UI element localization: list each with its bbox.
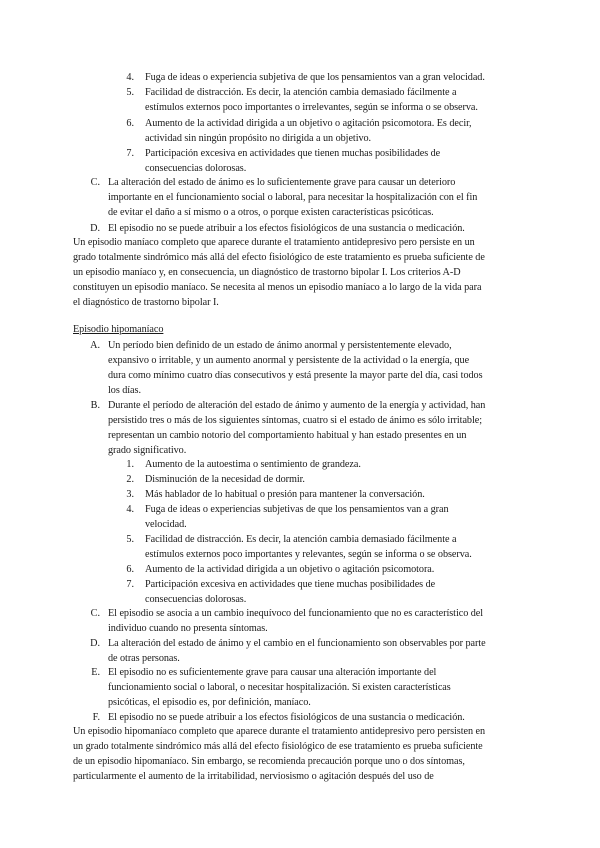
criterion-letter: C. bbox=[90, 177, 100, 188]
paragraph-line: Un episodio hipomaníaco completo que aparece durante el tratamiento antidepresivo pero persisten en bbox=[73, 726, 486, 737]
list-item-text: estímulos externos poco importantes o irrelevantes, según se informa o se observa. bbox=[145, 102, 478, 113]
criterion-text: de evitar el daño a sí mismo o a otros, o porque existen características psicóticas. bbox=[108, 207, 434, 218]
criterion-text: Un período bien definido de un estado de ánimo anormal y persistentemente elevado, bbox=[108, 340, 452, 351]
criterion-letter: B. bbox=[90, 400, 100, 411]
paragraph-line: un episodio maníaco y, en consecuencia, un diagnóstico de trastorno bipolar I. Los criterios A-D bbox=[73, 267, 461, 278]
paragraph-line: constituyen un episodio maníaco. Se necesita al menos un episodio maníaco a lo largo de la vida para bbox=[73, 282, 482, 293]
criterion-text: Durante el período de alteración del estado de ánimo y aumento de la energía y actividad, han bbox=[108, 400, 486, 411]
criterion-text: grado significativo. bbox=[108, 445, 187, 456]
criterion-text: El episodio no se puede atribuir a los efectos fisiológicos de una sustancia o medicación. bbox=[108, 712, 465, 723]
criterion-text: expansivo o irritable, y un aumento anormal y persistente de la actividad o la energía, que bbox=[108, 355, 470, 366]
paragraph-line: grado totalmente sindrómico más allá del efecto fisiológico de este tratamiento es prueba suficiente de bbox=[73, 252, 485, 263]
criterion-letter: D. bbox=[90, 638, 100, 649]
criterion-letter: F. bbox=[92, 712, 100, 723]
criterion-text: funcionamiento social o laboral, o necesitar hospitalización. Si existen características bbox=[108, 682, 451, 693]
list-item-text: Aumento de la autoestima o sentimiento de grandeza. bbox=[145, 459, 361, 470]
paragraph-line: particularmente el aumento de la irritabilidad, nerviosismo o agitación después del uso de bbox=[73, 771, 434, 782]
list-number: 7. bbox=[126, 148, 134, 159]
criterion-text: El episodio se asocia a un cambio inequívoco del funcionamiento que no es característico del bbox=[108, 608, 484, 619]
paragraph-line: de un episodio hipomaníaco. Sin embargo, se recomienda precaución porque uno o dos síntomas, bbox=[73, 756, 465, 767]
criterion-text: de otras personas. bbox=[108, 653, 180, 664]
criterion-text: dura como mínimo cuatro días consecutivos y está presente la mayor parte del día, casi todos bbox=[108, 370, 483, 381]
list-item-text: actividad sin ningún propósito no dirigida a un objetivo. bbox=[145, 133, 372, 144]
list-number: 5. bbox=[126, 87, 134, 98]
list-number: 6. bbox=[126, 118, 134, 129]
list-number: 7. bbox=[126, 579, 134, 590]
paragraph-line: el diagnóstico de trastorno bipolar I. bbox=[73, 297, 219, 308]
list-item-text: Participación excesiva en actividades que tienen muchas posibilidades de bbox=[145, 148, 441, 159]
criterion-text: representan un cambio notorio del comportamiento habitual y han estado presentes en un bbox=[108, 430, 467, 441]
list-item-text: Aumento de la actividad dirigida a un objetivo o agitación psicomotora. Es decir, bbox=[145, 118, 472, 129]
list-number: 4. bbox=[126, 72, 134, 83]
criterion-letter: A. bbox=[90, 340, 100, 351]
list-item-text: Participación excesiva en actividades que tiene muchas posibilidades de bbox=[145, 579, 436, 590]
criterion-text: La alteración del estado de ánimo es lo suficientemente grave para causar un deterioro bbox=[108, 177, 456, 188]
list-item-text: velocidad. bbox=[145, 519, 187, 530]
criterion-text: los días. bbox=[108, 385, 141, 396]
list-item-text: Aumento de la actividad dirigida a un objetivo o agitación psicomotora. bbox=[145, 564, 435, 575]
list-number: 1. bbox=[126, 459, 134, 470]
list-number: 2. bbox=[126, 474, 134, 485]
list-item-text: Más hablador de lo habitual o presión para mantener la conversación. bbox=[145, 489, 425, 500]
criterion-text: individuo cuando no presenta síntomas. bbox=[108, 623, 268, 634]
list-item-text: Facilidad de distracción. Es decir, la atención cambia demasiado fácilmente a bbox=[145, 87, 457, 98]
criterion-text: El episodio no es suficientemente grave para causar una alteración importante del bbox=[108, 667, 437, 678]
criterion-text: persistido tres o más de los siguientes síntomas, cuatro si el estado de ánimo es sólo irritable; bbox=[108, 415, 482, 426]
paragraph-line: un grado totalmente sindrómico más allá del efecto fisiológico de ese tratamiento es prueba suficiente bbox=[73, 741, 483, 752]
list-number: 3. bbox=[126, 489, 134, 500]
list-number: 4. bbox=[126, 504, 134, 515]
criterion-letter: D. bbox=[90, 223, 100, 234]
criterion-text: El episodio no se puede atribuir a los efectos fisiológicos de una sustancia o medicación. bbox=[108, 223, 465, 234]
list-item-text: estímulos externos poco importantes y relevantes, según se informa o se observa. bbox=[145, 549, 472, 560]
list-item-text: consecuencias dolorosas. bbox=[145, 594, 247, 605]
list-item-text: Fuga de ideas o experiencias subjetivas de que los pensamientos van a gran bbox=[145, 504, 449, 515]
list-number: 6. bbox=[126, 564, 134, 575]
list-item-text: consecuencias dolorosas. bbox=[145, 163, 247, 174]
criterion-text: La alteración del estado de ánimo y el cambio en el funcionamiento son observables por parte bbox=[108, 638, 486, 649]
criterion-letter: E. bbox=[91, 667, 100, 678]
criterion-text: importante en el funcionamiento social o laboral, para necesitar la hospitalización con el fin bbox=[108, 192, 478, 203]
criterion-text: psicóticas, el episodio es, por definición, maníaco. bbox=[108, 697, 311, 708]
section-heading: Episodio hipomaníaco bbox=[73, 324, 164, 335]
list-number: 5. bbox=[126, 534, 134, 545]
criterion-letter: C. bbox=[90, 608, 100, 619]
list-item-text: Facilidad de distracción. Es decir, la atención cambia demasiado fácilmente a bbox=[145, 534, 457, 545]
paragraph-line: Un episodio maníaco completo que aparece durante el tratamiento antidepresivo pero persiste en un bbox=[73, 237, 475, 248]
list-item-text: Fuga de ideas o experiencia subjetiva de que los pensamientos van a gran velocidad. bbox=[145, 72, 485, 83]
list-item-text: Disminución de la necesidad de dormir. bbox=[145, 474, 305, 485]
